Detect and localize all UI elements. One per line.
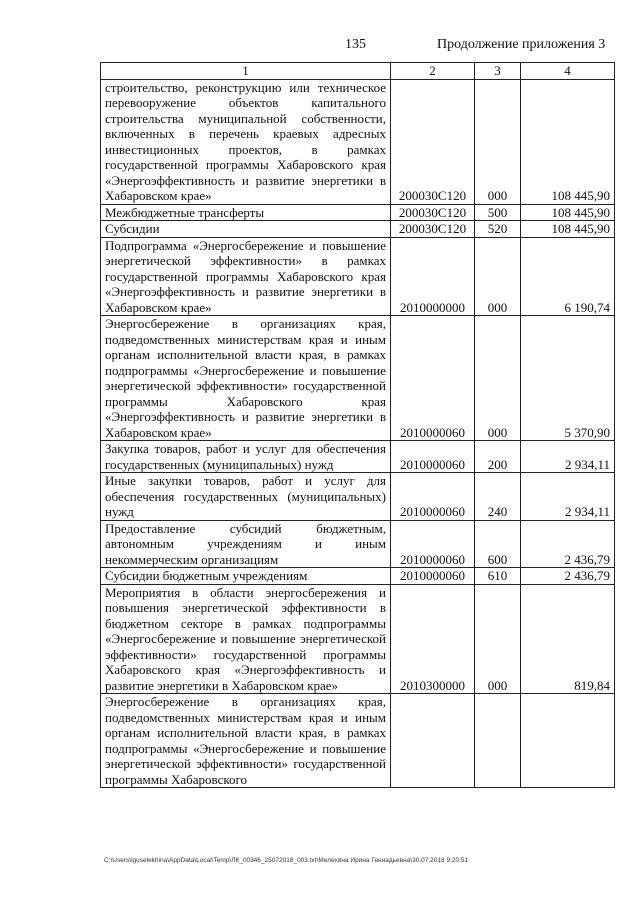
- row-sum: 6 190,74: [521, 237, 615, 316]
- row-sum: 108 445,90: [521, 79, 615, 204]
- table-row: [101, 694, 615, 788]
- table-row: [101, 520, 615, 568]
- row-name: Энергосбережение в организациях края, подведомственных министерствам края и иным органам исполнительной власти края, в рамках подпрограммы «Энергосбережение и повышение энергетической эффективности» государственной программы Хабаровского края «Энергоэффективность и развитие энергетики в Хабаровском крае»: [101, 316, 391, 441]
- row-vr: 200: [475, 441, 521, 473]
- row-csr: 2010000060: [391, 520, 475, 568]
- row-sum: 2 436,79: [521, 520, 615, 568]
- row-name: Энергосбережение в организациях края, подведомственных министерствам края и иным органам исполнительной власти края, в рамках подпрограммы «Энергосбережение и повышение энергетической эффективности» государственной программы Хабаровского: [101, 694, 391, 788]
- row-vr: 600: [475, 520, 521, 568]
- row-vr: 520: [475, 221, 521, 238]
- row-sum: [521, 694, 615, 788]
- row-csr: 200030С120: [391, 221, 475, 238]
- row-sum: 108 445,90: [521, 221, 615, 238]
- column-header-4: 4: [521, 63, 615, 80]
- row-csr: 2010300000: [391, 584, 475, 694]
- row-csr: 200030С120: [391, 204, 475, 221]
- row-vr: 000: [475, 79, 521, 204]
- row-vr: 000: [475, 584, 521, 694]
- file-path-footer: C:\Users\iguselekhina\AppData\Local\Temp\ЛК_00346_25072018_003.txt\Мелехина Ирина Геннадьевна\30.07.2018 9:20:51: [104, 857, 469, 864]
- table-row: [101, 473, 615, 521]
- column-header-3: 3: [475, 63, 521, 80]
- row-name: Подпрограмма «Энергосбережение и повышение энергетической эффективности» в рамках государственной программы Хабаровского края «Энергоэффективность и развитие энергетики в Хабаровском крае»: [101, 237, 391, 316]
- row-vr: 000: [475, 237, 521, 316]
- row-csr: [391, 694, 475, 788]
- row-vr: 610: [475, 568, 521, 585]
- continuation-label: Продолжение приложения 3: [437, 37, 606, 52]
- row-csr: 200030С120: [391, 79, 475, 204]
- row-sum: 2 934,11: [521, 441, 615, 473]
- row-name: строительство, реконструкцию или техническое перевооружение объектов капитального строительства муниципальной собственности, включенных в перечень краевых адресных инвестиционных проектов, в рамках государственной программы Хабаровского края «Энергоэффективность и развитие энергетики в Хабаровском крае»: [101, 79, 391, 204]
- row-vr: [475, 694, 521, 788]
- column-header-2: 2: [391, 63, 475, 80]
- table-row: [101, 237, 615, 316]
- row-name: Межбюджетные трансферты: [101, 204, 391, 221]
- row-sum: 819,84: [521, 584, 615, 694]
- table-row: [101, 441, 615, 473]
- row-csr: 2010000060: [391, 473, 475, 521]
- row-name: Предоставление субсидий бюджетным, автономным учреждениям и иным некоммерческим организациям: [101, 520, 391, 568]
- table-row: [101, 316, 615, 441]
- row-sum: 108 445,90: [521, 204, 615, 221]
- row-csr: 2010000060: [391, 441, 475, 473]
- row-csr: 2010000060: [391, 316, 475, 441]
- table-header: [101, 63, 615, 80]
- column-header-1: 1: [101, 63, 391, 80]
- row-name: Закупка товаров, работ и услуг для обеспечения государственных (муниципальных) нужд: [101, 441, 391, 473]
- row-name: Мероприятия в области энергосбережения и повышения энергетической эффективности в бюджетном секторе в рамках подпрограммы «Энергосбережение и повышение энергетической эффективности» государственной программы Хабаровского края «Энергоэффективность и развитие энергетики в Хабаровском крае»: [101, 584, 391, 694]
- table-body: [101, 79, 615, 788]
- row-csr: 2010000060: [391, 568, 475, 585]
- row-vr: 500: [475, 204, 521, 221]
- table-row: [101, 568, 615, 585]
- row-sum: 5 370,90: [521, 316, 615, 441]
- row-name: Иные закупки товаров, работ и услуг для обеспечения государственных (муниципальных) нужд: [101, 473, 391, 521]
- header-row: [101, 63, 615, 80]
- row-name: Субсидии: [101, 221, 391, 238]
- row-csr: 2010000000: [391, 237, 475, 316]
- table-row: [101, 204, 615, 221]
- table-row: [101, 584, 615, 694]
- table-row: [101, 221, 615, 238]
- row-vr: 240: [475, 473, 521, 521]
- budget-table: [100, 62, 615, 788]
- row-sum: 2 934,11: [521, 473, 615, 521]
- page-number: 135: [345, 37, 366, 52]
- row-name: Субсидии бюджетным учреждениям: [101, 568, 391, 585]
- table-row: [101, 79, 615, 204]
- row-sum: 2 436,79: [521, 568, 615, 585]
- row-vr: 000: [475, 316, 521, 441]
